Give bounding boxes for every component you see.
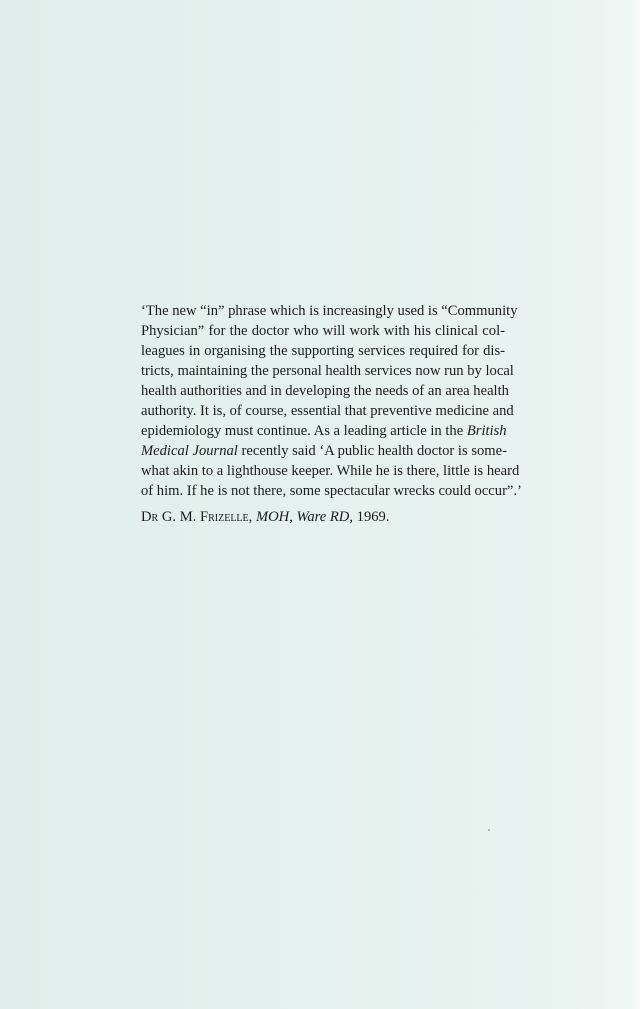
quote-line-1: ‘The new “in” phrase which is increasingly used is “Community bbox=[141, 303, 518, 319]
attribution-year: 1969. bbox=[356, 509, 390, 525]
quote-line-8 bbox=[141, 441, 505, 461]
quote-line-3: leagues in organising the supporting services required for dis- bbox=[141, 343, 505, 359]
quote-line-4: tricts, maintaining the personal health services now run by local bbox=[141, 363, 514, 379]
quote-attribution bbox=[141, 507, 505, 527]
quote-line-7 bbox=[141, 421, 505, 441]
attribution-district: Ware RD, bbox=[296, 509, 353, 525]
quote-line-9: what akin to a lighthouse keeper. While he is there, little is heard bbox=[141, 463, 520, 479]
page-edge bbox=[630, 0, 640, 1009]
quote-line-8-text: recently said ‘A public health doctor is some- bbox=[241, 443, 507, 459]
attribution-title: Dr bbox=[141, 509, 159, 525]
quote-line-7-text: epidemiology must continue. As a leading article in the bbox=[141, 423, 464, 439]
paper-speck bbox=[488, 829, 490, 831]
attribution-name: G. M. Frizelle, bbox=[161, 509, 253, 525]
quote-line-5: health authorities and in developing the needs of an area health bbox=[141, 383, 509, 399]
journal-name-part-2: Medical Journal bbox=[141, 443, 238, 459]
attribution-role: MOH, bbox=[255, 509, 293, 525]
quote-line-10: of him. If he is not there, some spectacular wrecks could occur”.’ bbox=[141, 483, 522, 499]
epigraph-quote bbox=[141, 301, 522, 527]
quote-line-2: Physician” for the doctor who will work with his clinical col- bbox=[141, 323, 505, 339]
quote-line-6: authority. It is, of course, essential that preventive medicine and bbox=[141, 403, 514, 419]
journal-name-part-1: British bbox=[466, 423, 507, 439]
